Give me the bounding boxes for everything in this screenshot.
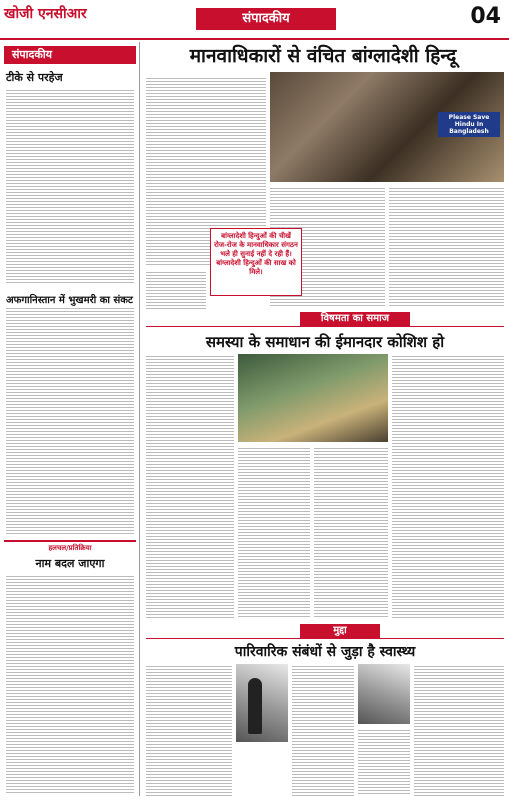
- box-body: [6, 574, 134, 794]
- box-title: नाम बदल जाएगा: [35, 557, 105, 570]
- pull-quote: बांग्लादेशी हिन्दुओं की चीखें रोज-रोज के मानवाधिकार संगठन भले ही सुनाई नहीं दे रही हैं। बांग्लादेशी हिन्दुओं की साख को मिले।: [210, 228, 302, 296]
- bottom-body-col3: [358, 728, 410, 796]
- water-photo: [238, 354, 388, 442]
- middle-rule: [146, 326, 504, 327]
- bottom-body-col1: [146, 664, 232, 796]
- editorial-label: संपादकीय: [4, 46, 136, 64]
- column-rule: [139, 42, 140, 796]
- man-photo: [358, 664, 410, 724]
- bottom-band: मुद्दा: [300, 624, 380, 638]
- bottom-body-col4: [414, 664, 504, 796]
- main-headline: मानवाधिकारों से वंचित बांग्लादेशी हिन्दू: [189, 45, 457, 67]
- afghan-body: [6, 306, 134, 536]
- editorial-title: टीके से परहेज: [6, 71, 63, 84]
- masthead: खोजी एनसीआर: [4, 6, 87, 22]
- middle-body-col2: [238, 446, 310, 618]
- bottom-rule: [146, 638, 504, 639]
- protest-sign: Please Save Hindu In Bangladesh: [438, 112, 500, 137]
- middle-body-col3: [314, 446, 388, 618]
- section-name: संपादकीय: [196, 8, 336, 30]
- bottom-body-col2: [292, 664, 354, 796]
- middle-headline: समस्या के समाधान की ईमानदार कोशिश हो: [205, 333, 445, 351]
- page-number: 04: [470, 4, 501, 29]
- main-body-col1b: [146, 270, 206, 310]
- middle-band: विषमता का समाज: [300, 312, 410, 326]
- middle-body-col4: [392, 354, 504, 618]
- silhouette-figure: [248, 678, 262, 734]
- box-label: हलचल/प्रतिक्रिया: [48, 544, 92, 552]
- bottom-headline: पारिवारिक संबंधों से जुड़ा है स्वास्थ्य: [234, 644, 416, 660]
- box-divider: [4, 540, 136, 542]
- silhouette-photo: [236, 664, 288, 742]
- middle-body-col1: [146, 354, 234, 618]
- main-body-col3: [389, 186, 504, 306]
- editorial-body: [6, 88, 134, 284]
- afghan-title: अफगानिस्तान में भुखमरी का संकट: [6, 295, 133, 306]
